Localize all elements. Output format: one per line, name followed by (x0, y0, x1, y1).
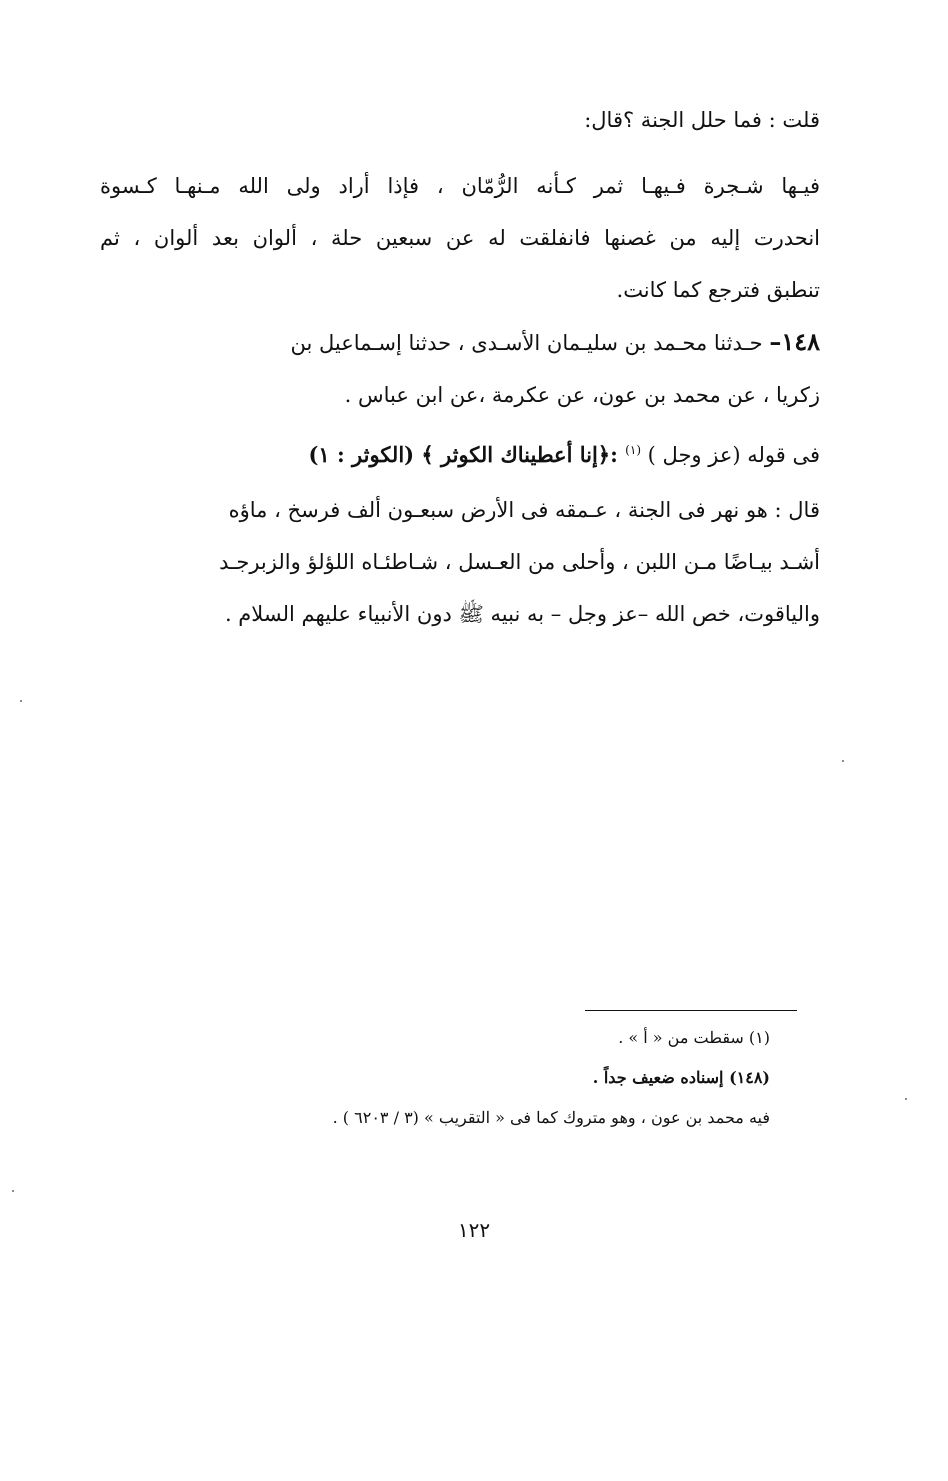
text-line: تنطبق فترجع كما كانت. (616, 278, 820, 302)
text-line: انحدرت إليه من غصنها فانفلقت له عن سبعين حلة ، ألوان بعد ألوان ، ثم (100, 226, 820, 250)
footnote-1: (١) سقطت من « أ » . (618, 1028, 770, 1047)
speck (20, 700, 22, 702)
text-line: زكريا ، عن محمد بن عون، عن عكرمة ،عن ابن عباس . (344, 383, 820, 407)
hadith-number: ١٤٨– (769, 327, 820, 356)
text-line: حـدثنا محـمد بن سليـمان الأسـدى ، حدثنا إسـماعيل بن (290, 331, 770, 355)
hadith-line (100, 316, 820, 369)
text-line: أشـد بيـاضًا مـن اللبن ، وأحلى من العـسل ، شـاطئـاه اللؤلؤ والزبرجـد (219, 550, 820, 574)
text-line: قلت : فما حلل الجنة ؟قال: (584, 108, 820, 132)
paragraph-hadith-148 (100, 316, 820, 421)
footnotes (260, 1018, 770, 1138)
speck (12, 1190, 14, 1192)
verse-line (100, 424, 820, 481)
speck (842, 760, 844, 762)
quran-verse: :﴿إنا أعطيناك الكوثر ﴾ (الكوثر : ١) (308, 442, 626, 467)
footnote-ref: (١) (625, 443, 641, 457)
text-lead: فى قوله (عز وجل ) (641, 443, 820, 467)
text-line: والياقوت، خص الله –عز وجل – به نبيه ﷺ دون الأنبياء عليهم السلام . (224, 602, 820, 626)
page-number: ١٢٢ (457, 1218, 491, 1242)
paragraph-verse (100, 424, 820, 481)
text-line: فيـها شـجرة فـيهـا ثمر كـأنه الرُّمّان ، فإذا أراد ولى الله مـنهـا كـسوة (100, 174, 820, 198)
footnote-2: (١٤٨) إسناده ضعيف جداً . (592, 1068, 770, 1087)
footnote-divider (585, 1010, 797, 1011)
paragraph-river (100, 484, 820, 640)
text-line: قال : هو نهر فى الجنة ، عـمقه فى الأرض سبعـون ألف فرسخ ، ماؤه (228, 498, 820, 522)
paragraph-tree (100, 160, 820, 316)
speck (905, 1098, 907, 1100)
paragraph-question (100, 94, 820, 146)
footnote-3: فيه محمد بن عون ، وهو متروك كما فى « التقريب » (٣ / ٦٢٠٣ ) . (332, 1108, 770, 1127)
